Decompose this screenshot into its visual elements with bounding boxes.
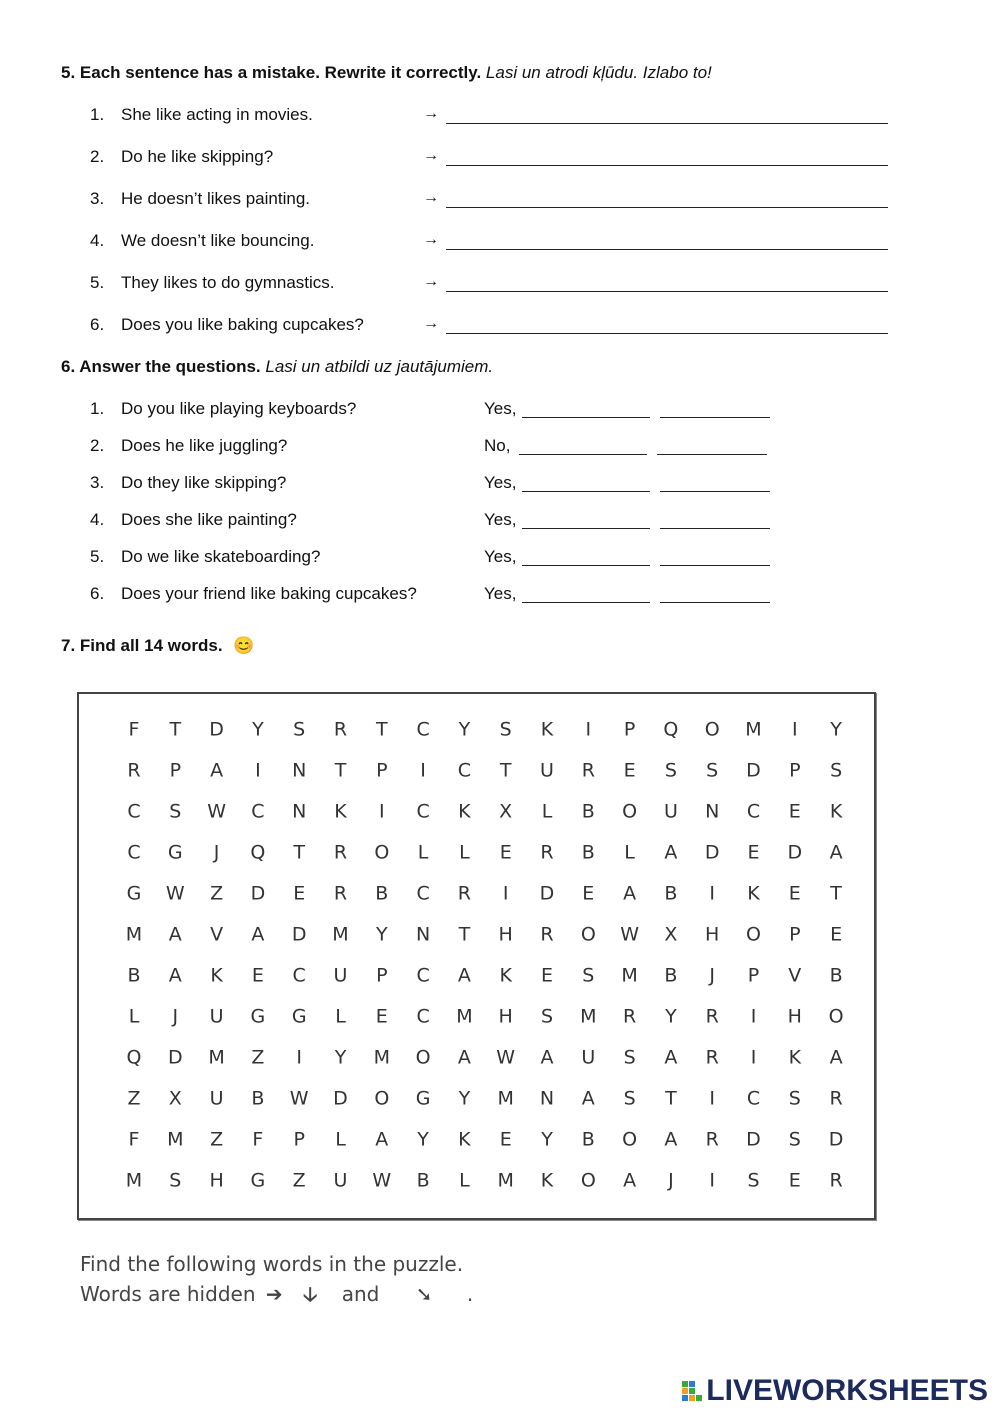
grid-letter[interactable]: R xyxy=(127,759,141,782)
grid-letter[interactable]: C xyxy=(416,800,430,823)
grid-letter[interactable]: Y xyxy=(458,1087,471,1110)
item-number: 5. xyxy=(90,273,105,292)
word-search-grid xyxy=(77,692,876,1220)
grid-letter[interactable]: Q xyxy=(250,841,266,864)
grid-letter[interactable]: A xyxy=(664,1046,678,1069)
grid-letter[interactable]: F xyxy=(252,1128,264,1151)
answer-blank-1[interactable] xyxy=(519,454,647,455)
grid-letter[interactable]: M xyxy=(332,923,349,946)
grid-letter[interactable]: B xyxy=(127,964,141,987)
word-search-letters xyxy=(79,694,874,1218)
grid-letter[interactable]: O xyxy=(580,923,596,946)
grid-letter[interactable]: M xyxy=(167,1128,184,1151)
grid-letter[interactable]: K xyxy=(829,800,843,823)
grid-letter[interactable]: R xyxy=(705,1005,719,1028)
item-sentence: She like acting in movies. xyxy=(121,105,313,124)
instruction-line1: Find the following words in the puzzle. xyxy=(80,1252,464,1276)
grid-letter[interactable]: I xyxy=(420,759,426,782)
grid-letter[interactable]: C xyxy=(457,759,472,782)
grid-letter[interactable]: O xyxy=(828,1005,844,1028)
grid-letter[interactable]: K xyxy=(747,882,760,905)
section5-subtitle: Lasi un atrodi kļūdu. Izlabo to! xyxy=(485,63,712,82)
grid-letter[interactable]: E xyxy=(499,1128,512,1151)
grid-letter[interactable]: U xyxy=(333,964,348,987)
grid-letter[interactable]: D xyxy=(291,923,307,946)
grid-letter[interactable]: T xyxy=(334,759,347,782)
instruction-line2 xyxy=(80,1280,473,1314)
answer-prefix: Yes, xyxy=(484,584,517,603)
grid-letter[interactable]: O xyxy=(374,1087,390,1110)
grid-letter[interactable]: E xyxy=(788,882,801,905)
grid-letter[interactable]: N xyxy=(292,800,307,823)
item-number: 1. xyxy=(90,105,105,124)
grid-letter[interactable]: Y xyxy=(541,1128,553,1151)
grid-letter[interactable]: L xyxy=(541,800,553,823)
grid-letter[interactable]: A xyxy=(664,841,678,864)
grid-letter[interactable]: Z xyxy=(127,1087,141,1110)
grid-letter[interactable]: K xyxy=(458,1128,471,1151)
grid-letter[interactable]: R xyxy=(333,841,348,864)
grid-letter[interactable]: P xyxy=(376,759,388,782)
grid-letter[interactable]: R xyxy=(333,882,348,905)
period-text: . xyxy=(466,1282,474,1306)
answer-line[interactable] xyxy=(446,165,888,166)
arrow-diagonal-icon: ➘ xyxy=(415,1282,433,1306)
item-sentence: Does you like baking cupcakes? xyxy=(121,315,364,334)
section6-heading xyxy=(61,357,493,377)
grid-letter[interactable]: M xyxy=(497,1169,514,1192)
grid-letter[interactable]: G xyxy=(415,1087,431,1110)
item-number: 4. xyxy=(90,231,105,250)
grid-letter[interactable]: D xyxy=(250,882,266,905)
grid-letter[interactable]: R xyxy=(622,1005,637,1028)
grid-letter[interactable]: A xyxy=(375,1128,389,1151)
grid-letter[interactable]: A xyxy=(210,759,224,782)
item-question: Does your friend like baking cupcakes? xyxy=(121,584,417,603)
grid-letter[interactable]: L xyxy=(335,1005,346,1028)
grid-letter[interactable]: E xyxy=(788,1169,801,1192)
grid-letter[interactable]: A xyxy=(540,1046,554,1069)
section5-heading xyxy=(61,63,712,83)
grid-letter[interactable]: Q xyxy=(126,1046,142,1069)
arrow-right-icon: → xyxy=(423,273,439,290)
grid-letter[interactable]: T xyxy=(293,841,306,864)
grid-letter[interactable]: B xyxy=(581,800,595,823)
grid-letter[interactable]: T xyxy=(499,759,512,782)
grid-letter[interactable]: P xyxy=(747,964,760,987)
grid-letter[interactable]: K xyxy=(499,964,512,987)
grid-letter[interactable]: T xyxy=(169,718,182,741)
grid-letter[interactable]: S xyxy=(830,759,843,782)
grid-letter[interactable]: A xyxy=(168,923,182,946)
grid-letter[interactable]: L xyxy=(624,841,635,864)
grid-letter[interactable]: R xyxy=(540,841,554,864)
grid-letter[interactable]: Z xyxy=(210,1128,224,1151)
grid-letter[interactable]: O xyxy=(704,718,720,741)
grid-letter[interactable]: A xyxy=(251,923,265,946)
grid-letter[interactable]: K xyxy=(334,800,347,823)
grid-letter[interactable]: H xyxy=(498,1005,513,1028)
grid-letter[interactable]: B xyxy=(581,841,595,864)
liveworksheets-logo xyxy=(682,1374,988,1408)
answer-blank-1[interactable] xyxy=(522,528,650,529)
grid-letter[interactable]: K xyxy=(788,1046,802,1069)
grid-letter[interactable]: S xyxy=(623,1046,636,1069)
grid-letter[interactable]: K xyxy=(210,964,223,987)
grid-letter[interactable]: R xyxy=(333,718,348,741)
grid-letter[interactable]: A xyxy=(168,964,182,987)
grid-letter[interactable]: J xyxy=(668,1169,674,1192)
grid-letter[interactable]: K xyxy=(458,800,471,823)
answer-blank-1[interactable] xyxy=(522,602,650,603)
grid-letter[interactable]: M xyxy=(456,1005,473,1028)
grid-letter[interactable]: D xyxy=(746,1128,761,1151)
answer-blank-2[interactable] xyxy=(660,417,770,418)
grid-letter[interactable]: S xyxy=(169,1169,182,1192)
grid-letter[interactable]: S xyxy=(664,759,677,782)
grid-letter[interactable]: N xyxy=(705,800,720,823)
grid-letter[interactable]: F xyxy=(128,1128,140,1151)
grid-letter[interactable]: Y xyxy=(375,923,388,946)
grid-letter[interactable]: Y xyxy=(830,718,842,741)
grid-letter[interactable]: U xyxy=(209,1087,224,1110)
grid-letter[interactable]: M xyxy=(497,1087,514,1110)
grid-letter[interactable]: U xyxy=(540,759,554,782)
grid-letter[interactable]: R xyxy=(705,1128,719,1151)
arrow-right-icon: → xyxy=(423,315,439,332)
grid-letter[interactable]: G xyxy=(167,841,183,864)
grid-letter[interactable]: E xyxy=(251,964,264,987)
liveworksheets-mark-icon xyxy=(682,1377,704,1401)
grid-letter[interactable]: E xyxy=(499,841,512,864)
item-question: Does he like juggling? xyxy=(121,436,288,455)
grid-letter[interactable]: G xyxy=(126,882,142,905)
grid-letter[interactable]: A xyxy=(457,964,471,987)
grid-letter[interactable]: O xyxy=(415,1046,431,1069)
grid-letter[interactable]: E xyxy=(623,759,636,782)
grid-letter[interactable]: K xyxy=(540,718,554,741)
grid-letter[interactable]: L xyxy=(128,1005,140,1028)
grid-letter[interactable]: I xyxy=(791,718,798,741)
grid-letter[interactable]: O xyxy=(622,1128,638,1151)
grid-letter[interactable]: G xyxy=(250,1169,266,1192)
answer-prefix: Yes, xyxy=(484,547,517,566)
grid-letter[interactable]: M xyxy=(621,964,638,987)
grid-letter[interactable]: H xyxy=(498,923,513,946)
answer-line[interactable] xyxy=(446,333,888,334)
grid-letter[interactable]: S xyxy=(293,718,306,741)
item-sentence: They likes to do gymnastics. xyxy=(121,273,335,292)
arrow-right-icon: → xyxy=(423,189,439,206)
grid-letter[interactable]: P xyxy=(169,759,182,782)
grid-letter[interactable]: P xyxy=(623,718,636,741)
grid-letter[interactable]: D xyxy=(746,759,761,782)
grid-letter[interactable]: M xyxy=(373,1046,391,1069)
grid-letter[interactable]: S xyxy=(582,964,595,987)
grid-letter[interactable]: A xyxy=(623,1169,637,1192)
answer-prefix: Yes, xyxy=(484,399,517,418)
grid-letter[interactable]: H xyxy=(705,923,720,946)
grid-letter[interactable]: N xyxy=(539,1087,555,1110)
grid-letter[interactable]: P xyxy=(789,923,801,946)
item-sentence: He doesn’t likes painting. xyxy=(121,189,311,208)
grid-letter[interactable]: I xyxy=(255,759,261,782)
grid-letter[interactable]: L xyxy=(417,841,429,864)
item-number: 6. xyxy=(90,315,105,334)
and-text: and xyxy=(341,1282,380,1306)
grid-letter[interactable]: S xyxy=(788,1128,801,1151)
answer-line[interactable] xyxy=(446,207,888,208)
answer-prefix: Yes, xyxy=(484,473,517,492)
section7-title: 7. Find all 14 words. xyxy=(61,636,223,655)
grid-letter[interactable]: E xyxy=(293,882,306,905)
grid-letter[interactable]: Q xyxy=(663,718,679,741)
grid-letter[interactable]: O xyxy=(622,800,638,823)
item-number: 1. xyxy=(90,399,105,418)
answer-blank-2[interactable] xyxy=(660,602,770,603)
item-question: Does she like painting? xyxy=(121,510,297,529)
grid-letter[interactable]: H xyxy=(209,1169,224,1192)
answer-blank-2[interactable] xyxy=(657,454,767,455)
grid-letter[interactable]: E xyxy=(830,923,843,946)
answer-blank-1[interactable] xyxy=(522,417,650,418)
grid-letter[interactable]: D xyxy=(333,1087,348,1110)
grid-letter[interactable]: S xyxy=(788,1087,801,1110)
grid-letter[interactable]: C xyxy=(746,800,761,823)
item-question: Do they like skipping? xyxy=(121,473,287,492)
grid-letter[interactable]: E xyxy=(540,964,554,987)
grid-letter[interactable]: Z xyxy=(251,1046,265,1069)
answer-blank-2[interactable] xyxy=(660,528,770,529)
grid-letter[interactable]: C xyxy=(416,882,430,905)
answer-prefix: No, xyxy=(484,436,511,455)
grid-letter[interactable]: A xyxy=(581,1087,595,1110)
grid-letter[interactable]: R xyxy=(581,759,595,782)
grid-letter[interactable]: C xyxy=(746,1087,761,1110)
grid-letter[interactable]: V xyxy=(210,923,224,946)
answer-blank-1[interactable] xyxy=(522,565,650,566)
grid-letter[interactable]: B xyxy=(375,882,389,905)
arrow-down-icon: 🡣 xyxy=(302,1282,318,1306)
grid-letter[interactable]: X xyxy=(168,1087,182,1110)
grid-letter[interactable]: R xyxy=(829,1087,843,1110)
instruction-text: Words are hidden xyxy=(80,1282,256,1306)
answer-blank-2[interactable] xyxy=(660,565,770,566)
grid-letter[interactable]: E xyxy=(375,1005,388,1028)
grid-letter[interactable]: R xyxy=(829,1169,843,1192)
grid-letter[interactable]: I xyxy=(750,1005,757,1028)
arrow-right-icon: ➔ xyxy=(265,1282,283,1306)
grid-letter[interactable]: S xyxy=(747,1169,760,1192)
answer-line[interactable] xyxy=(446,291,888,292)
item-number: 3. xyxy=(90,473,105,492)
grid-letter[interactable]: D xyxy=(787,841,803,864)
grid-letter[interactable]: E xyxy=(582,882,595,905)
grid-letter[interactable]: J xyxy=(709,964,716,987)
grid-letter[interactable]: C xyxy=(416,718,430,741)
section6-title: 6. Answer the questions. xyxy=(61,357,261,376)
item-question: Do we like skateboarding? xyxy=(121,547,321,566)
grid-letter[interactable]: I xyxy=(709,1087,716,1110)
grid-letter[interactable]: T xyxy=(375,718,388,741)
grid-letter[interactable]: A xyxy=(829,841,843,864)
grid-letter[interactable]: B xyxy=(251,1087,265,1110)
grid-letter[interactable]: D xyxy=(209,718,224,741)
grid-letter[interactable]: A xyxy=(623,882,637,905)
grid-letter[interactable]: Y xyxy=(417,1128,429,1151)
answer-prefix: Yes, xyxy=(484,510,517,529)
grid-letter[interactable]: P xyxy=(293,1128,305,1151)
grid-letter[interactable]: G xyxy=(291,1005,307,1028)
liveworksheets-brand: LIVEWORKSHEETS xyxy=(706,1374,988,1407)
grid-letter[interactable]: W xyxy=(207,800,226,823)
grid-letter[interactable]: T xyxy=(458,923,471,946)
grid-letter[interactable]: A xyxy=(664,1128,678,1151)
grid-letter[interactable]: N xyxy=(292,759,307,782)
grid-letter[interactable]: I xyxy=(750,1046,757,1069)
grid-letter[interactable]: U xyxy=(663,800,678,823)
arrow-right-icon: → xyxy=(423,105,439,122)
grid-letter[interactable]: I xyxy=(378,800,385,823)
section7-heading xyxy=(61,636,254,656)
grid-letter[interactable]: I xyxy=(709,882,716,905)
grid-letter[interactable]: G xyxy=(250,1005,266,1028)
item-sentence: Do he like skipping? xyxy=(121,147,274,166)
grid-letter[interactable]: S xyxy=(706,759,719,782)
grid-letter[interactable]: M xyxy=(125,923,143,946)
grid-letter[interactable]: I xyxy=(502,882,509,905)
grid-letter[interactable]: A xyxy=(457,1046,471,1069)
grid-letter[interactable]: C xyxy=(127,800,141,823)
grid-letter[interactable]: X xyxy=(664,923,678,946)
answer-blank-1[interactable] xyxy=(522,491,650,492)
grid-letter[interactable]: Y xyxy=(252,718,264,741)
grid-letter[interactable]: J xyxy=(172,1005,179,1028)
grid-letter[interactable]: M xyxy=(580,1005,597,1028)
grid-letter[interactable]: B xyxy=(581,1128,595,1151)
grid-letter[interactable]: L xyxy=(459,841,470,864)
grid-letter[interactable]: S xyxy=(623,1087,636,1110)
grid-letter[interactable]: N xyxy=(415,923,431,946)
grid-letter[interactable]: C xyxy=(416,964,430,987)
grid-letter[interactable]: O xyxy=(580,1169,596,1192)
grid-letter[interactable]: W xyxy=(620,923,639,946)
grid-letter[interactable]: O xyxy=(374,841,390,864)
grid-letter[interactable]: V xyxy=(788,964,802,987)
grid-letter[interactable]: B xyxy=(416,1169,430,1192)
grid-letter[interactable]: C xyxy=(292,964,306,987)
grid-letter[interactable]: T xyxy=(665,1087,677,1110)
answer-line[interactable] xyxy=(446,123,888,124)
grid-letter[interactable]: O xyxy=(746,923,761,946)
item-number: 2. xyxy=(90,147,105,166)
grid-letter[interactable]: P xyxy=(376,964,388,987)
grid-letter[interactable]: R xyxy=(705,1046,719,1069)
grid-letter[interactable]: J xyxy=(213,841,220,864)
grid-letter[interactable]: W xyxy=(496,1046,516,1069)
grid-letter[interactable]: U xyxy=(333,1169,348,1192)
grid-letter[interactable]: B xyxy=(664,882,678,905)
grid-letter[interactable]: D xyxy=(539,882,555,905)
item-number: 3. xyxy=(90,189,105,208)
grid-letter[interactable]: W xyxy=(165,882,185,905)
section6-subtitle: Lasi un atbildi uz jautājumiem. xyxy=(265,357,494,376)
grid-letter[interactable]: M xyxy=(745,718,762,741)
grid-letter[interactable]: E xyxy=(747,841,760,864)
item-number: 2. xyxy=(90,436,105,455)
grid-letter[interactable]: W xyxy=(372,1169,392,1192)
grid-letter[interactable]: I xyxy=(709,1169,716,1192)
grid-letter[interactable]: S xyxy=(169,800,182,823)
grid-letter[interactable]: U xyxy=(581,1046,596,1069)
grid-letter[interactable]: Y xyxy=(665,1005,677,1028)
arrow-right-icon: → xyxy=(423,147,439,164)
item-question: Do you like playing keyboards? xyxy=(121,399,357,418)
section5-title: 5. Each sentence has a mistake. Rewrite it correctly. xyxy=(61,63,482,82)
item-sentence: We doesn’t like bouncing. xyxy=(121,231,315,250)
grid-letter[interactable]: Y xyxy=(334,1046,347,1069)
grid-letter[interactable]: C xyxy=(416,1005,430,1028)
grid-letter[interactable]: Z xyxy=(292,1169,306,1192)
grid-letter[interactable]: W xyxy=(289,1087,309,1110)
grid-letter[interactable]: S xyxy=(499,718,512,741)
grid-letter[interactable]: L xyxy=(459,1169,470,1192)
grid-letter[interactable]: D xyxy=(167,1046,183,1069)
grid-letter[interactable]: D xyxy=(704,841,720,864)
arrow-right-icon: → xyxy=(423,231,439,248)
grid-letter[interactable]: C xyxy=(127,841,141,864)
grid-letter[interactable]: M xyxy=(208,1046,225,1069)
grid-letter[interactable]: K xyxy=(540,1169,554,1192)
grid-letter[interactable]: B xyxy=(664,964,678,987)
grid-letter[interactable]: Z xyxy=(210,882,224,905)
smiley-icon: 😊 xyxy=(233,636,255,655)
item-number: 5. xyxy=(90,547,105,566)
grid-letter[interactable]: U xyxy=(209,1005,224,1028)
grid-letter[interactable]: X xyxy=(499,800,513,823)
grid-letter[interactable]: M xyxy=(125,1169,143,1192)
grid-letter[interactable]: Y xyxy=(458,718,471,741)
grid-letter[interactable]: T xyxy=(830,882,842,905)
grid-letter[interactable]: S xyxy=(540,1005,554,1028)
grid-letter[interactable]: B xyxy=(829,964,843,987)
grid-letter[interactable]: I xyxy=(296,1046,303,1069)
grid-letter[interactable]: I xyxy=(585,718,592,741)
grid-letter[interactable]: L xyxy=(335,1128,346,1151)
grid-letter[interactable]: R xyxy=(457,882,472,905)
grid-letter[interactable]: P xyxy=(789,759,801,782)
item-number: 4. xyxy=(90,510,105,529)
grid-letter[interactable]: F xyxy=(128,718,140,741)
grid-letter[interactable]: E xyxy=(788,800,801,823)
grid-letter[interactable]: C xyxy=(251,800,265,823)
grid-letter[interactable]: A xyxy=(829,1046,843,1069)
item-number: 6. xyxy=(90,584,105,603)
answer-blank-2[interactable] xyxy=(660,491,770,492)
answer-line[interactable] xyxy=(446,249,888,250)
grid-letter[interactable]: D xyxy=(828,1128,844,1151)
grid-letter[interactable]: R xyxy=(540,923,554,946)
grid-letter[interactable]: H xyxy=(787,1005,802,1028)
